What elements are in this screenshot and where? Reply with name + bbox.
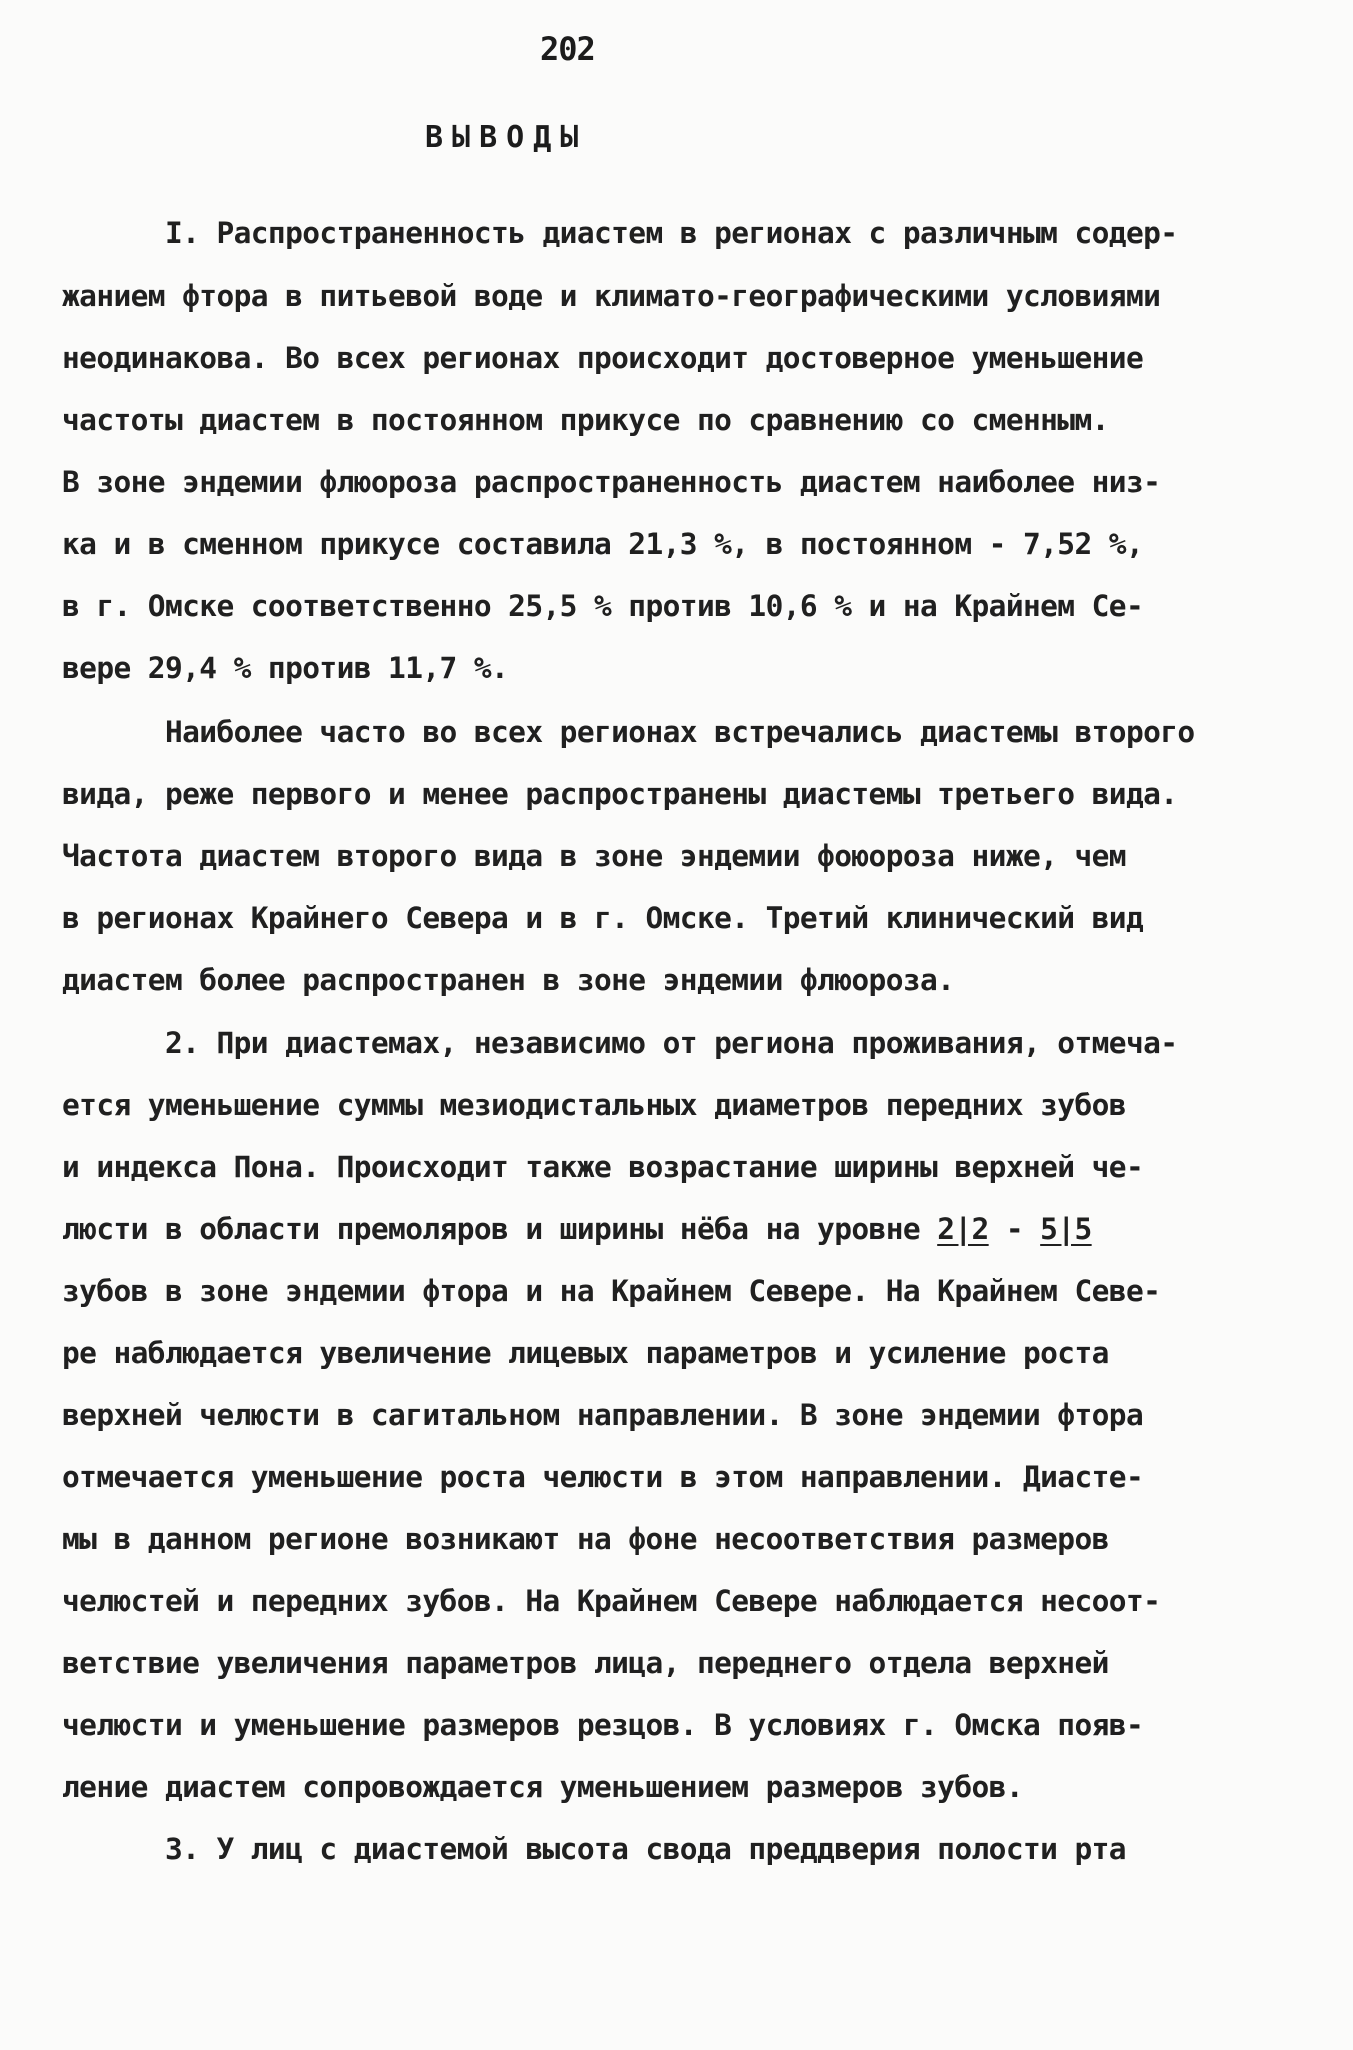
text-line: вере 29,4 % против 11,7 %. — [62, 651, 509, 685]
text-line: ление диастем сопровождается уменьшением размеров зубов. — [62, 1770, 1023, 1804]
section-heading: ВЫВОДЫ — [425, 120, 588, 155]
text-line: зубов в зоне эндемии фтора и на Крайнем Севере. На Крайнем Севе- — [62, 1274, 1161, 1308]
text-line: Частота диастем второго вида в зоне эндемии фоюороза ниже, чем — [62, 839, 1126, 873]
text-line: в регионах Крайнего Севера и в г. Омске. Третий клинический вид — [62, 901, 1144, 935]
text-line: частоты диастем в постоянном прикусе по сравнению со сменным. — [62, 403, 1109, 437]
text-line: 2. При диастемах, независимо от региона проживания, отмеча- — [62, 1026, 1178, 1060]
text-line: верхней челюсти в сагитальном направлении. В зоне эндемии фтора — [62, 1398, 1144, 1432]
text-line: жанием фтора в питьевой воде и климато-географическими условиями — [62, 279, 1161, 313]
text-line: мы в данном регионе возникают на фоне несоответствия размеров — [62, 1522, 1109, 1556]
text-line: ре наблюдается увеличение лицевых параметров и усиление роста — [62, 1336, 1109, 1370]
text-line: В зоне эндемии флюороза распространенность диастем наиболее низ- — [62, 465, 1161, 499]
text-line: ка и в сменном прикусе составила 21,3 %, в постоянном - 7,52 %, — [62, 527, 1144, 561]
text-line: Наиболее часто во всех регионах встречались диастемы второго — [62, 715, 1195, 749]
text-line: неодинакова. Во всех регионах происходит достоверное уменьшение — [62, 341, 1144, 375]
text-fragment: люсти в области премоляров и ширины нёба на уровне — [62, 1212, 938, 1246]
text-line: отмечается уменьшение роста челюсти в этом направлении. Диасте- — [62, 1460, 1144, 1494]
text-line: и индекса Пона. Происходит также возрастание ширины верхней че- — [62, 1150, 1144, 1184]
text-line: 3. У лиц с диастемой высота свода преддверия полости рта — [62, 1832, 1126, 1866]
text-line: челюсти и уменьшение размеров резцов. В условиях г. Омска появ- — [62, 1708, 1144, 1742]
formula-dash: - — [988, 1212, 1041, 1246]
text-line: в г. Омске соответственно 25,5 % против 10,6 % и на Крайнем Се- — [62, 589, 1144, 623]
page-number: 202 — [540, 30, 595, 68]
text-line: челюстей и передних зубов. На Крайнем Севере наблюдается несоот- — [62, 1584, 1161, 1618]
tooth-formula-first: 2|2 — [937, 1212, 989, 1246]
text-line: диастем более распространен в зоне эндемии флюороза. — [62, 963, 955, 997]
text-line: ветствие увеличения параметров лица, переднего отдела верхней — [62, 1646, 1109, 1680]
text-line: вида, реже первого и менее распространены диастемы третьего вида. — [62, 777, 1178, 811]
text-line: ется уменьшение суммы мезиодистальных диаметров передних зубов — [62, 1088, 1126, 1122]
text-line: I. Распространенность диастем в регионах с различным содер- — [62, 216, 1178, 250]
text-line-with-formula — [62, 1209, 1092, 1249]
tooth-formula-second: 5|5 — [1040, 1212, 1092, 1246]
